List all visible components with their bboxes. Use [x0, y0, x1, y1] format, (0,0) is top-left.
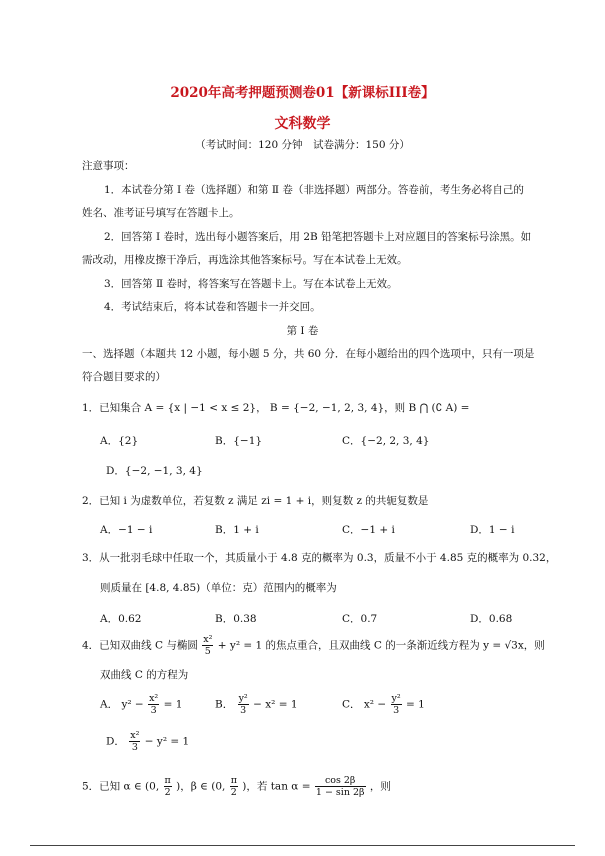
q3-option-d: D．0.68 — [470, 613, 513, 625]
q4-option-a: A． y² − $\frac{\text{x²}}{3}$ = 1 — [100, 693, 183, 716]
q4-option-c: C． x² − $\frac{\text{y²}}{3}$ = 1 — [342, 693, 425, 716]
q4-option-b: B． $\frac{\text{y²}}{3}$ − x² = 1 — [215, 693, 298, 716]
section-title: 第 Ⅰ 卷 — [286, 325, 319, 337]
q3-option-c: C．0.7 — [342, 613, 378, 625]
q1-option-a: A．{2} — [100, 435, 139, 447]
q2-option-c: C．−1 + i — [342, 524, 395, 536]
q5-pi-fraction-2: $\frac{\pi}{2}$ — [230, 775, 237, 798]
notes-heading: 注意事项： — [82, 160, 135, 172]
section-intro-2: 符合题目要求的） — [82, 371, 166, 383]
note-line-4: 需改动，用橡皮擦干净后，再选涂其他答案标号。写在本试卷上无效。 — [82, 254, 408, 266]
q1-option-c: C．{−2, 2, 3, 4} — [342, 435, 430, 447]
exam-info: （考试时间：120 分钟 试卷满分：150 分） — [195, 139, 410, 151]
note-line-3: 2．回答第 Ⅰ 卷时，选出每小题答案后，用 2B 铅笔把答题卡上对应题目的答案标号涂黑。如 — [104, 231, 532, 243]
q5-pi-fraction-1: $\frac{\pi}{2}$ — [164, 775, 171, 798]
q2-stem: 2．已知 i 为虚数单位，若复数 z 满足 zi = 1 + i，则复数 z 的共轭复数是 — [82, 495, 429, 507]
q4-stem-line — [82, 634, 545, 657]
q3-stem-1: 3．从一批羽毛球中任取一个，其质量小于 4.8 克的概率为 0.3，质量不小于 4.85 克的概率为 0.32， — [82, 552, 557, 564]
q3-stem-2: 则质量在 [4.8, 4.85)（单位：克）范围内的概率为 — [100, 582, 337, 594]
q1-stem: 1．已知集合 A = {x | −1 < x ≤ 2}， B = {−2, −1, 2, 3, 4}，则 B ⋂ (∁ A) = — [82, 402, 470, 414]
section-intro-1: 一、选择题（本题共 12 小题，每小题 5 分，共 60 分．在每小题给出的四个选项中，只有一项是 — [82, 348, 535, 360]
note-line-1: 1．本试卷分第 Ⅰ 卷（选择题）和第 Ⅱ 卷（非选择题）两部分。答卷前，考生务必将自己的 — [104, 184, 524, 196]
subject-title: 文科数学 — [274, 116, 331, 132]
q4-option-d: D． $\frac{\text{x²}}{3}$ − y² = 1 — [106, 730, 190, 753]
q5-tan-fraction: $\frac{\cos 2\beta}{1 - \sin 2\beta}$ — [315, 775, 365, 798]
q2-option-d: D．1 − i — [470, 524, 515, 536]
page-bottom-rule — [30, 845, 575, 846]
q5-stem: 5．已知 α ∈ (0, $\frac{\pi}{2}$ )，β ∈ (0, $\frac{\pi}{2}$ )，若 tan α = $\frac{\cos 2\beta}{1 - \sin 2\beta}$ ，则 — [82, 775, 391, 798]
exam-title: 2020年高考押题预测卷01【新课标III卷】 — [170, 85, 435, 101]
q4-stem-2: 双曲线 C 的方程为 — [100, 669, 189, 681]
note-line-5: 3．回答第 Ⅱ 卷时，将答案写在答题卡上。写在本试卷上无效。 — [104, 278, 398, 290]
q3-option-b: B．0.38 — [215, 613, 257, 625]
q1-option-d: D．{−2, −1, 3, 4} — [106, 465, 203, 477]
q3-option-a: A．0.62 — [100, 613, 142, 625]
note-line-6: 4．考试结束后，将本试卷和答题卡一并交回。 — [104, 301, 321, 313]
q4-stem-a: 4．已知双曲线 C 与椭圆 — [82, 639, 198, 652]
q2-option-a: A．−1 − i — [100, 524, 153, 536]
note-line-2: 姓名、准考证号填写在答题卡上。 — [82, 207, 240, 219]
q2-option-b: B．1 + i — [215, 524, 259, 536]
q4-stem-b: + y² = 1 的焦点重合，且双曲线 C 的一条渐近线方程为 y = √3x，则 — [217, 639, 545, 652]
q1-option-b: B．{−1} — [215, 435, 263, 447]
q4-ellipse-fraction: $\frac{\text{x²}}{5}$ — [203, 634, 213, 657]
